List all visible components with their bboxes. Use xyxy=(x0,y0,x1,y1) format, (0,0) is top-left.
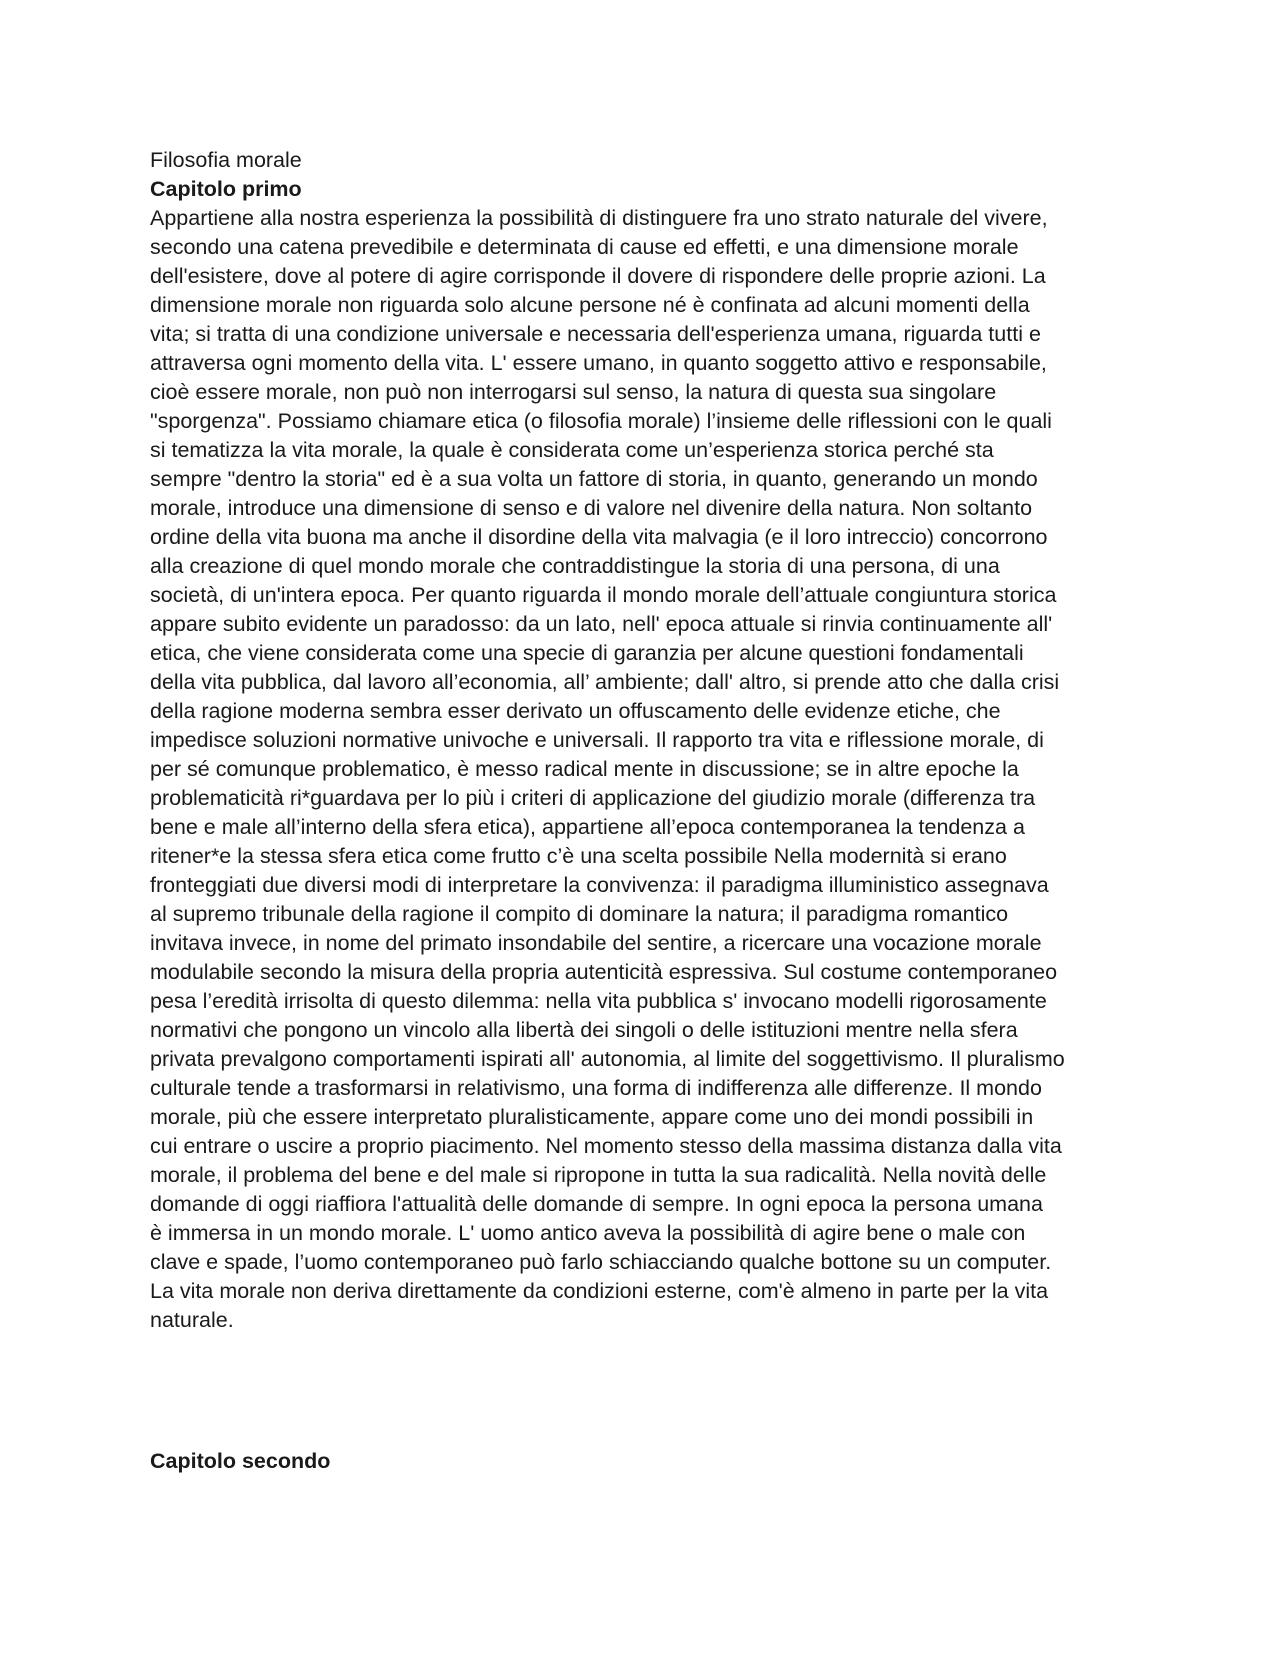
body-line: si tematizza la vita morale, la quale è considerata come un’esperienza storica perché sta xyxy=(150,438,994,462)
document-title: Filosofia morale xyxy=(150,148,302,172)
body-line: clave e spade, l’uomo contemporaneo può farlo schiacciando qualche bottone su un computer. xyxy=(150,1250,1052,1274)
body-line: invitava invece, in nome del primato insondabile del sentire, a ricercare una vocazione morale xyxy=(150,931,1042,955)
body-line: società, di un'intera epoca. Per quanto riguarda il mondo morale dell’attuale congiuntura storica xyxy=(150,583,1057,607)
body-line: bene e male all’interno della sfera etica), appartiene all’epoca contemporanea la tendenza a xyxy=(150,815,1025,839)
body-line: morale, il problema del bene e del male si ripropone in tutta la sua radicalità. Nella novità delle xyxy=(150,1163,1047,1187)
body-line: ritener*e la stessa sfera etica come frutto c’è una scelta possibile Nella modernità si erano xyxy=(150,844,1007,868)
chapter-two-heading: Capitolo secondo xyxy=(150,1449,331,1473)
body-line: naturale. xyxy=(150,1308,234,1332)
body-line: ordine della vita buona ma anche il disordine della vita malvagia (e il loro intreccio) concorrono xyxy=(150,525,1048,549)
body-line: cui entrare o uscire a proprio piacimento. Nel momento stesso della massima distanza dalla vita xyxy=(150,1134,1062,1158)
document-content xyxy=(150,146,1130,1335)
body-line: per sé comunque problematico, è messo radical mente in discussione; se in altre epoche la xyxy=(150,757,1019,781)
body-line: impedisce soluzioni normative univoche e universali. Il rapporto tra vita e riflessione morale, di xyxy=(150,728,1044,752)
body-line: fronteggiati due diversi modi di interpretare la convivenza: il paradigma illuministico assegnava xyxy=(150,873,1049,897)
body-line: culturale tende a trasformarsi in relativismo, una forma di indifferenza alle differenze. Il mondo xyxy=(150,1076,1042,1100)
body-line: morale, più che essere interpretato pluralisticamente, appare come uno dei mondi possibili in xyxy=(150,1105,1034,1129)
body-line: della ragione moderna sembra esser derivato un offuscamento delle evidenze etiche, che xyxy=(150,699,1001,723)
body-line: domande di oggi riaffiora l'attualità delle domande di sempre. In ogni epoca la persona umana xyxy=(150,1192,1043,1216)
chapter-one-heading: Capitolo primo xyxy=(150,177,302,201)
body-line: privata prevalgono comportamenti ispirati all' autonomia, al limite del soggettivismo. Il pluralismo xyxy=(150,1047,1065,1071)
body-line: della vita pubblica, dal lavoro all’economia, all’ ambiente; dall' altro, si prende atto che dalla crisi xyxy=(150,670,1060,694)
body-line: secondo una catena prevedibile e determinata di cause ed effetti, e una dimensione morale xyxy=(150,235,1019,259)
body-line: sempre "dentro la storia" ed è a sua volta un fattore di storia, in quanto, generando un mondo xyxy=(150,467,1038,491)
body-line: al supremo tribunale della ragione il compito di dominare la natura; il paradigma romantico xyxy=(150,902,1009,926)
body-line: modulabile secondo la misura della propria autenticità espressiva. Sul costume contemporaneo xyxy=(150,960,1058,984)
body-line: normativi che pongono un vincolo alla libertà dei singoli o delle istituzioni mentre nella sfera xyxy=(150,1018,1018,1042)
body-line: cioè essere morale, non può non interrogarsi sul senso, la natura di questa sua singolare xyxy=(150,380,997,404)
body-line: appare subito evidente un paradosso: da un lato, nell' epoca attuale si rinvia continuamente all' xyxy=(150,612,1053,636)
body-line: dell'esistere, dove al potere di agire corrisponde il dovere di rispondere delle proprie azioni. La xyxy=(150,264,1046,288)
body-line: "sporgenza". Possiamo chiamare etica (o filosofia morale) l’insieme delle riflessioni con le quali xyxy=(150,409,1052,433)
body-line: etica, che viene considerata come una specie di garanzia per alcune questioni fondamentali xyxy=(150,641,1024,665)
chapter-one-body xyxy=(150,204,1130,1335)
body-line: Appartiene alla nostra esperienza la possibilità di distinguere fra uno strato naturale del vivere, xyxy=(150,206,1048,230)
body-line: problematicità ri*guardava per lo più i criteri di applicazione del giudizio morale (differenza tra xyxy=(150,786,1036,810)
body-line: è immersa in un mondo morale. L' uomo antico aveva la possibilità di agire bene o male con xyxy=(150,1221,1026,1245)
body-line: La vita morale non deriva direttamente da condizioni esterne, com'è almeno in parte per la vita xyxy=(150,1279,1049,1303)
body-line: dimensione morale non riguarda solo alcune persone né è confinata ad alcuni momenti della xyxy=(150,293,1030,317)
body-line: vita; si tratta di una condizione universale e necessaria dell'esperienza umana, riguarda tutti e xyxy=(150,322,1041,346)
body-line: morale, introduce una dimensione di senso e di valore nel divenire della natura. Non soltanto xyxy=(150,496,1033,520)
body-line: alla creazione di quel mondo morale che contraddistingue la storia di una persona, di una xyxy=(150,554,1000,578)
body-line: attraversa ogni momento della vita. L' essere umano, in quanto soggetto attivo e responsabile, xyxy=(150,351,1047,375)
body-line: pesa l’eredità irrisolta di questo dilemma: nella vita pubblica s' invocano modelli rigorosamente xyxy=(150,989,1047,1013)
